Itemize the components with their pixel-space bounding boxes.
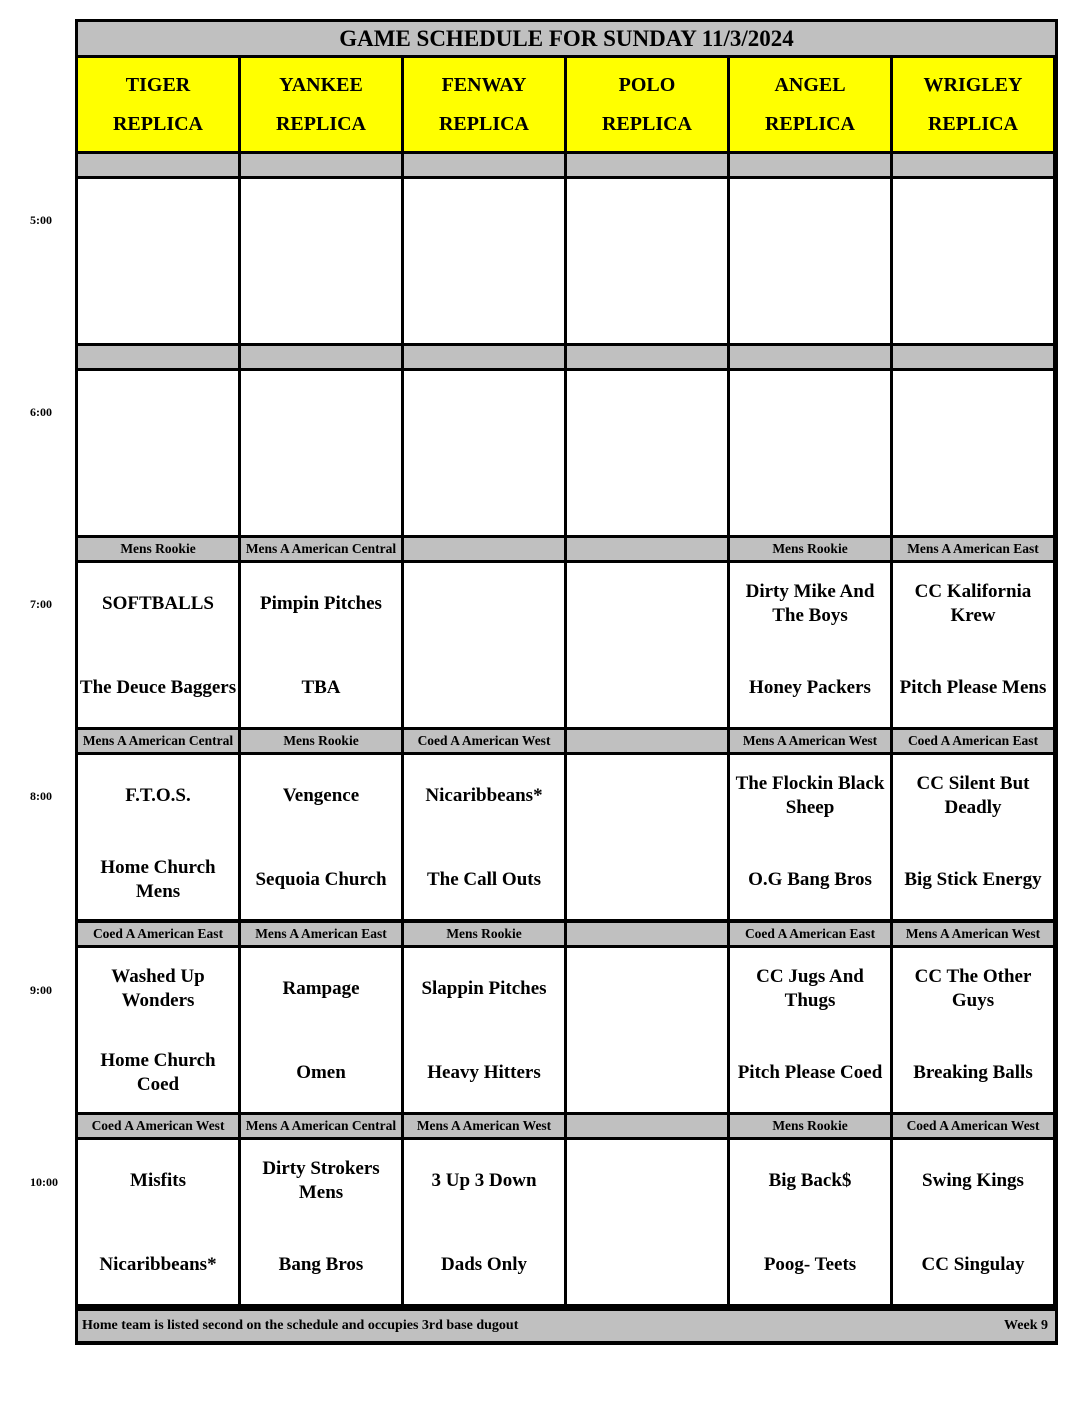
division-label: Mens A American Central (241, 538, 401, 560)
home-team (567, 1228, 727, 1302)
time-label: 5:00 (30, 213, 52, 227)
home-team: CC Singulay (921, 1254, 1025, 1275)
game-cell (893, 179, 1053, 343)
away-team (567, 759, 727, 833)
home-team: Honey Packers (749, 677, 871, 698)
game-cell (78, 563, 238, 727)
away-team: Vengence (282, 785, 360, 806)
schedule-title: GAME SCHEDULE FOR SUNDAY 11/3/2024 (78, 22, 1055, 55)
game-cell (567, 563, 727, 727)
away-team: Rampage (282, 978, 360, 999)
away-team: Dirty Strokers Mens (262, 1158, 380, 1203)
game-cell (241, 179, 401, 343)
game-cell (730, 563, 890, 727)
division-label (893, 346, 1053, 368)
division-label: Mens A American West (404, 1115, 564, 1137)
home-team: The Call Outs (426, 869, 542, 890)
division-label: Mens A American West (893, 923, 1053, 945)
division-label (241, 154, 401, 176)
away-team (404, 375, 564, 449)
division-label: Mens Rookie (730, 1115, 890, 1137)
home-team: Poog- Teets (763, 1254, 857, 1275)
field-type: REPLICA (764, 112, 855, 135)
division-label: Mens A American Central (241, 1115, 401, 1137)
footer-bar (78, 1311, 1055, 1341)
game-cell (893, 948, 1053, 1112)
home-team: Omen (296, 1062, 346, 1083)
schedule-table (75, 19, 1058, 1345)
field-header-polo (567, 58, 727, 151)
field-header-tiger (78, 58, 238, 151)
home-team: Nicaribbeans* (99, 1254, 217, 1275)
field-type: REPLICA (438, 112, 529, 135)
division-label: Mens A American East (893, 538, 1053, 560)
away-team: Big Back$ (768, 1170, 852, 1191)
division-label: Mens Rookie (241, 730, 401, 752)
home-team: Big Stick Energy (904, 869, 1042, 890)
time-label: 10:00 (30, 1175, 58, 1189)
time-label: 6:00 (30, 405, 52, 419)
field-name: POLO (618, 73, 676, 96)
away-team: Washed Up Wonders (111, 966, 205, 1011)
home-team: Bang Bros (278, 1254, 364, 1275)
away-team (567, 183, 727, 257)
game-cell (241, 755, 401, 919)
game-cell (730, 371, 890, 535)
game-cell (78, 755, 238, 919)
home-team-note: Home team is listed second on the schedule and occupies 3rd base dugout (82, 1318, 519, 1333)
field-header-wrigley (893, 58, 1053, 151)
away-team (241, 183, 401, 257)
division-label (404, 154, 564, 176)
division-label: Mens Rookie (730, 538, 890, 560)
home-team (730, 267, 890, 341)
away-team: Swing Kings (922, 1170, 1024, 1191)
game-cell (404, 1140, 564, 1304)
away-team (404, 183, 564, 257)
field-name: FENWAY (441, 73, 527, 96)
away-team (567, 567, 727, 641)
home-team: TBA (301, 677, 341, 698)
game-cell (730, 179, 890, 343)
division-label (730, 346, 890, 368)
division-label: Mens Rookie (78, 538, 238, 560)
away-team (893, 375, 1053, 449)
home-team (893, 267, 1053, 341)
game-cell (404, 179, 564, 343)
field-header-fenway (404, 58, 564, 151)
division-label (567, 538, 727, 560)
game-cell (241, 371, 401, 535)
field-type: REPLICA (601, 112, 692, 135)
game-cell (78, 948, 238, 1112)
division-label (567, 923, 727, 945)
away-team: Nicaribbeans* (425, 785, 543, 806)
game-cell (567, 1140, 727, 1304)
division-label: Mens A American East (241, 923, 401, 945)
game-cell (730, 948, 890, 1112)
away-team: CC Kalifornia Krew (914, 581, 1032, 626)
game-cell (404, 755, 564, 919)
game-cell (567, 179, 727, 343)
home-team: Home Church Mens (100, 857, 216, 902)
game-cell (893, 755, 1053, 919)
division-label: Coed A American West (893, 1115, 1053, 1137)
field-header-angel (730, 58, 890, 151)
division-label: Coed A American West (78, 1115, 238, 1137)
division-label (241, 346, 401, 368)
game-cell (730, 1140, 890, 1304)
division-label: Mens A American West (730, 730, 890, 752)
game-cell (567, 371, 727, 535)
home-team: Dads Only (440, 1254, 528, 1275)
field-type: REPLICA (927, 112, 1018, 135)
game-cell (78, 371, 238, 535)
home-team (78, 267, 238, 341)
game-cell (567, 948, 727, 1112)
game-cell (567, 755, 727, 919)
division-label: Coed A American East (78, 923, 238, 945)
time-label: 9:00 (30, 983, 52, 997)
away-team (241, 375, 401, 449)
field-type: REPLICA (275, 112, 366, 135)
game-cell (404, 563, 564, 727)
home-team: Home Church Coed (100, 1050, 216, 1095)
game-cell (893, 563, 1053, 727)
game-cell (404, 948, 564, 1112)
home-team: Heavy Hitters (427, 1062, 541, 1083)
home-team: Breaking Balls (913, 1062, 1033, 1083)
game-cell (241, 1140, 401, 1304)
division-label (893, 154, 1053, 176)
away-team: Misfits (130, 1170, 186, 1191)
field-name: TIGER (125, 73, 191, 96)
away-team (78, 375, 238, 449)
home-team: Pitch Please Coed (737, 1062, 883, 1083)
away-team: Pimpin Pitches (260, 593, 382, 614)
home-team (567, 267, 727, 341)
away-team: Dirty Mike And The Boys (745, 581, 875, 626)
division-label: Mens A American Central (78, 730, 238, 752)
home-team (567, 843, 727, 917)
game-cell (730, 755, 890, 919)
home-team: Sequoia Church (255, 869, 387, 890)
game-cell (893, 371, 1053, 535)
away-team: 3 Up 3 Down (431, 1170, 537, 1191)
time-label: 8:00 (30, 789, 52, 803)
field-name: WRIGLEY (923, 73, 1023, 96)
game-cell (241, 563, 401, 727)
away-team: Slappin Pitches (421, 978, 547, 999)
field-name: ANGEL (774, 73, 846, 96)
away-team (730, 375, 890, 449)
home-team (567, 651, 727, 725)
division-label (730, 154, 890, 176)
home-team (567, 1036, 727, 1110)
game-cell (78, 179, 238, 343)
home-team (404, 267, 564, 341)
away-team: CC Silent But Deadly (916, 773, 1030, 818)
division-label (567, 346, 727, 368)
away-team: SOFTBALLS (102, 593, 214, 614)
home-team: O.G Bang Bros (748, 869, 872, 890)
division-label (78, 346, 238, 368)
away-team: CC Jugs And Thugs (756, 966, 864, 1011)
field-type: REPLICA (112, 112, 203, 135)
division-label: Coed A American East (893, 730, 1053, 752)
away-team: CC The Other Guys (914, 966, 1032, 1011)
time-label: 7:00 (30, 597, 52, 611)
division-label (404, 346, 564, 368)
home-team (241, 459, 401, 533)
division-label (78, 154, 238, 176)
away-team (730, 183, 890, 257)
week-label: Week 9 (1004, 1318, 1048, 1333)
away-team (893, 183, 1053, 257)
home-team: Pitch Please Mens (899, 677, 1047, 698)
home-team (241, 267, 401, 341)
home-team (730, 459, 890, 533)
game-cell (893, 1140, 1053, 1304)
away-team (567, 375, 727, 449)
division-label (567, 154, 727, 176)
home-team (893, 459, 1053, 533)
away-team: The Flockin Black Sheep (735, 773, 885, 818)
away-team (78, 183, 238, 257)
away-team (567, 952, 727, 1026)
field-name: YANKEE (279, 73, 363, 96)
away-team: F.T.O.S. (125, 785, 191, 806)
home-team (78, 459, 238, 533)
home-team (404, 459, 564, 533)
home-team: The Deuce Baggers (79, 677, 237, 698)
field-header-yankee (241, 58, 401, 151)
game-cell (78, 1140, 238, 1304)
division-label (567, 730, 727, 752)
home-team (404, 651, 564, 725)
division-label: Mens Rookie (404, 923, 564, 945)
division-label: Coed A American West (404, 730, 564, 752)
away-team (567, 1144, 727, 1218)
game-cell (241, 948, 401, 1112)
game-cell (404, 371, 564, 535)
division-label (404, 538, 564, 560)
home-team (567, 459, 727, 533)
division-label: Coed A American East (730, 923, 890, 945)
away-team (404, 567, 564, 641)
division-label (567, 1115, 727, 1137)
